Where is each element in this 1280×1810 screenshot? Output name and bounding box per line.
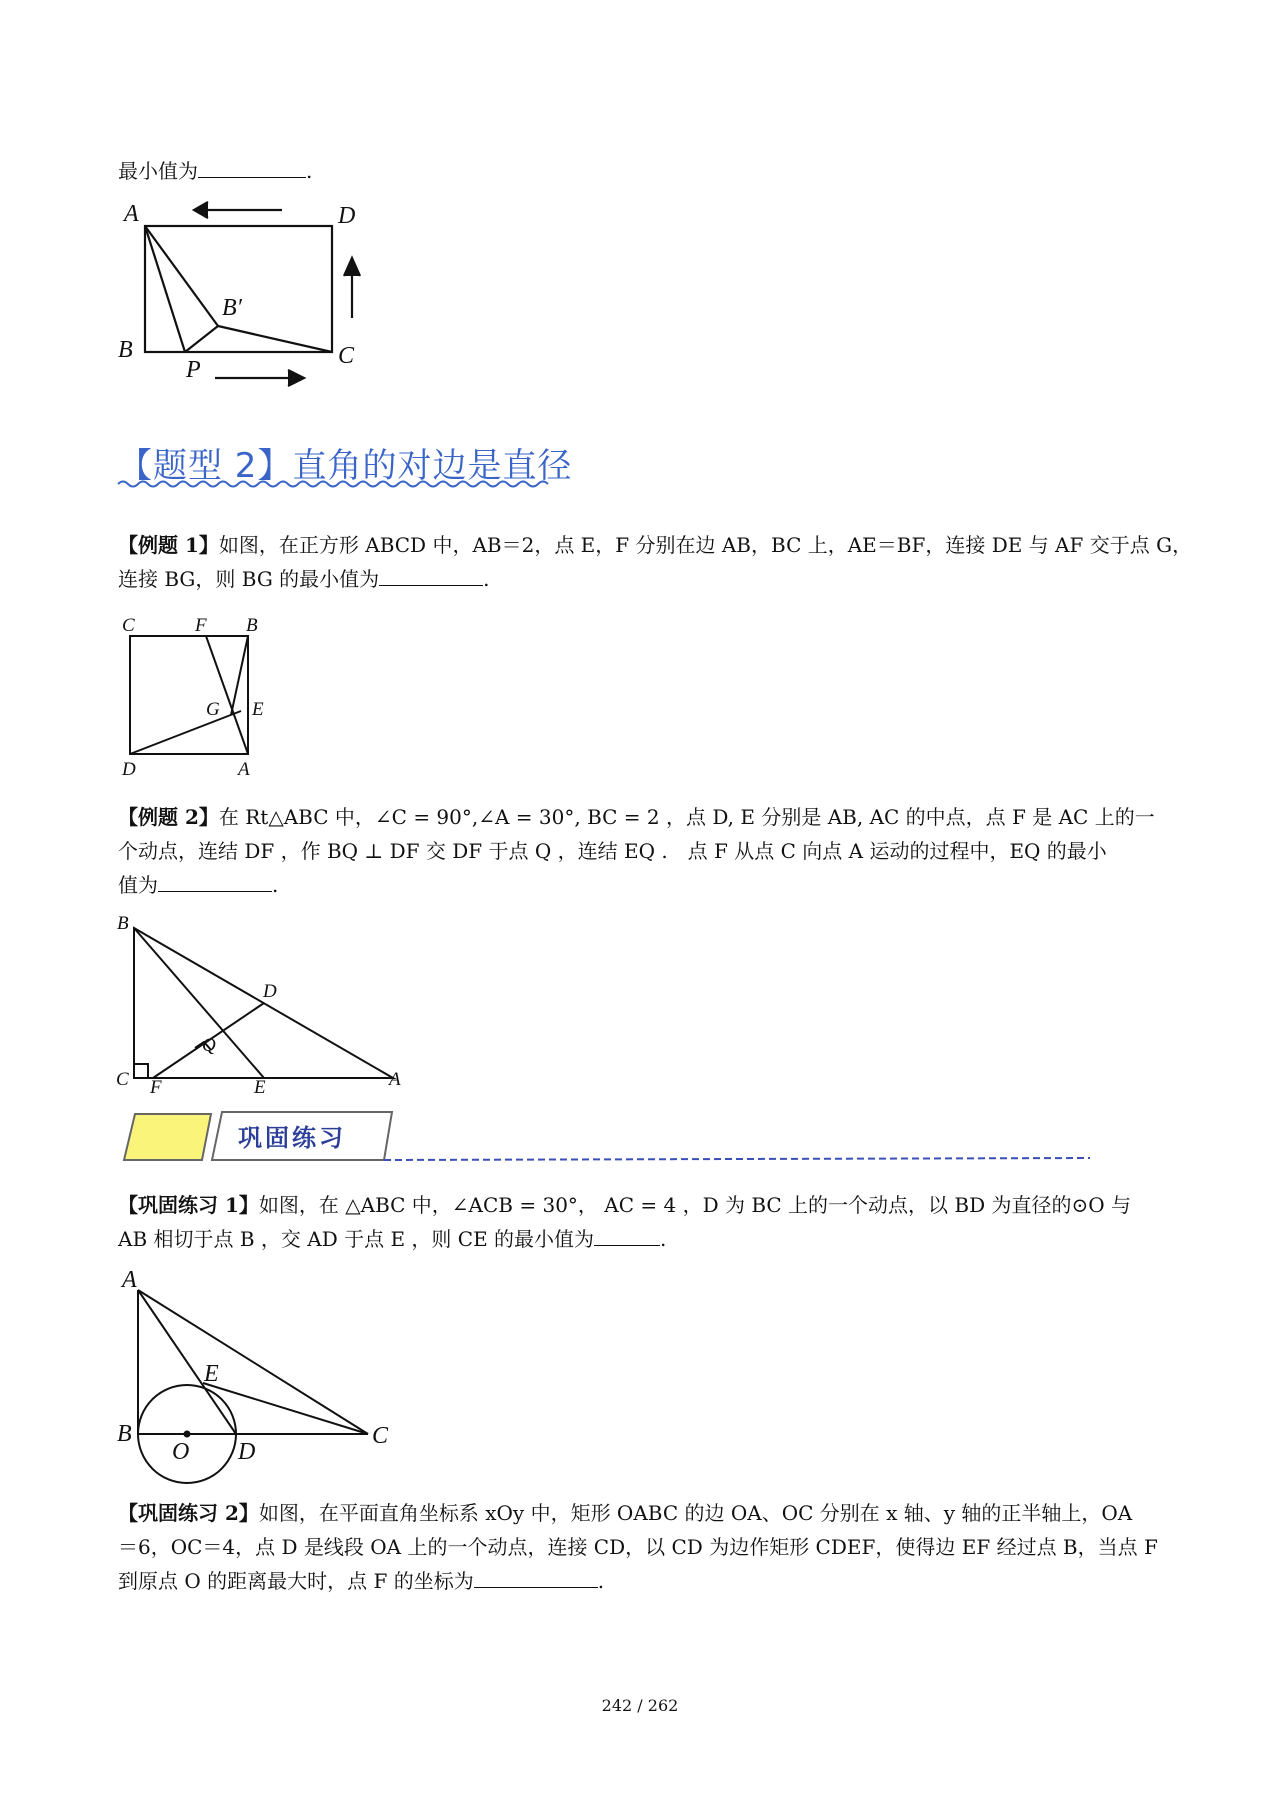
fig2-label-g: G xyxy=(206,699,220,720)
p2-label: 【巩固练习 2】 xyxy=(118,1501,259,1525)
practice-header: 巩固练习 xyxy=(238,1123,346,1152)
fig1-label-a: A xyxy=(124,201,139,227)
fig1-label-p: P xyxy=(186,357,201,383)
p2-line2 xyxy=(118,1530,1158,1564)
figure-1-rectangle xyxy=(145,202,360,386)
line-p-b-prime xyxy=(185,326,218,352)
fig4-label-o: O xyxy=(172,1439,190,1465)
p1-text1: 如图，在 △ABC 中，∠ACB = 30°， AC = 4 ，D 为 BC 上的一个动点，以 BD 为直径的⊙O 与 xyxy=(258,1193,1132,1217)
line-ab-prime xyxy=(145,226,218,326)
fig3-label-d: D xyxy=(263,981,277,1002)
fig4-label-e: E xyxy=(204,1361,219,1387)
figure-2-square xyxy=(130,636,248,754)
ex2-line3 xyxy=(118,868,278,902)
p2-text1: 如图，在平面直角坐标系 xOy 中，矩形 OABC 的边 OA、OC 分别在 x 轴、y 轴的正半轴上，OA xyxy=(258,1501,1133,1525)
fig3-label-c: C xyxy=(116,1069,129,1090)
p1-blank xyxy=(594,1223,660,1246)
fig2-label-a: A xyxy=(238,759,250,780)
fig3-label-b: B xyxy=(117,913,129,934)
p2-blank xyxy=(474,1565,598,1588)
ex2-end: . xyxy=(272,873,279,897)
fig2-label-b: B xyxy=(246,615,258,636)
p1-end: . xyxy=(660,1227,667,1251)
fig1-label-bprime: B′ xyxy=(222,295,242,321)
ex1-text1: 如图，在正方形 ABCD 中，AB＝2，点 E，F 分别在边 AB，BC 上，AE＝BF，连接 DE 与 AF 交于点 G， xyxy=(218,533,1193,557)
ex1-label: 【例题 1】 xyxy=(118,533,219,557)
fig4-label-d: D xyxy=(238,1439,256,1465)
line-bg xyxy=(231,636,248,715)
fig3-label-e: E xyxy=(254,1077,266,1098)
line-fa xyxy=(206,636,248,754)
p2-line1 xyxy=(118,1496,1132,1530)
top-text: 最小值为 xyxy=(118,159,198,183)
fig4-label-b: B xyxy=(117,1421,132,1447)
ex2-label: 【例题 2】 xyxy=(118,805,219,829)
p1-line1 xyxy=(118,1188,1131,1222)
ex1-end: . xyxy=(483,567,490,591)
p2-line3 xyxy=(118,1564,604,1598)
line-be xyxy=(134,928,264,1078)
top-line: 最小值为 . xyxy=(118,154,312,188)
p2-end: . xyxy=(597,1569,605,1593)
p1-text2: AB 相切于点 B ，交 AD 于点 E ，则 CE 的最小值为 xyxy=(118,1227,595,1251)
fig4-label-a: A xyxy=(122,1267,137,1293)
ex1-blank xyxy=(379,563,483,586)
fig1-label-d: D xyxy=(338,203,356,229)
ex2-text1: 在 Rt△ABC 中，∠C = 90°,∠A = 30°, BC = 2 ，点 D, E 分别是 AB, AC 的中点，点 F 是 AC 上的一 xyxy=(218,805,1155,829)
p1-line2 xyxy=(118,1222,666,1256)
fig4-label-c: C xyxy=(372,1423,389,1449)
ex2-blank xyxy=(158,869,272,892)
ex1-text2: 连接 BG，则 BG 的最小值为 xyxy=(118,567,380,591)
p2-text3: 到原点 O 的距离最大时，点 F 的坐标为 xyxy=(118,1569,474,1593)
fig1-label-c: C xyxy=(338,343,355,369)
fig1-label-b: B xyxy=(118,337,133,363)
fig2-label-c: C xyxy=(122,615,135,636)
ex2-text3: 值为 xyxy=(118,873,158,897)
page-number: 242 / 262 xyxy=(601,1696,679,1715)
fig2-label-e: E xyxy=(252,699,264,720)
p2-text2: ＝6，OC＝4，点 D 是线段 OA 上的一个动点，连接 CD，以 CD 为边作矩形 CDEF，使得边 EF 经过点 B，当点 F xyxy=(118,1535,1158,1559)
line-b-prime-c xyxy=(218,326,332,352)
line-de xyxy=(130,711,241,754)
ex2-line1 xyxy=(118,800,1155,834)
ex1-line2 xyxy=(118,562,490,596)
rect-abcd xyxy=(145,226,332,352)
line-ad xyxy=(138,1290,236,1434)
fig3-label-a: A xyxy=(389,1069,401,1090)
ex1-line1 xyxy=(118,528,1192,562)
ex2-text2: 个动点，连结 DF ，作 BQ ⊥ DF 交 DF 于点 Q ，连结 EQ . 点 F 从点 C 向点 A 运动的过程中，EQ 的最小 xyxy=(118,839,1107,863)
fig2-label-f: F xyxy=(195,615,207,636)
fig3-label-q: Q xyxy=(202,1035,216,1056)
p1-label: 【巩固练习 1】 xyxy=(118,1193,259,1217)
ex2-line2 xyxy=(118,834,1107,868)
figure-3-triangle xyxy=(134,928,393,1078)
fig2-label-d: D xyxy=(122,759,136,780)
section-title: 【题型 2】直角的对边是直径 xyxy=(118,446,573,486)
fig3-label-f: F xyxy=(150,1077,162,1098)
line-ap xyxy=(145,226,185,352)
